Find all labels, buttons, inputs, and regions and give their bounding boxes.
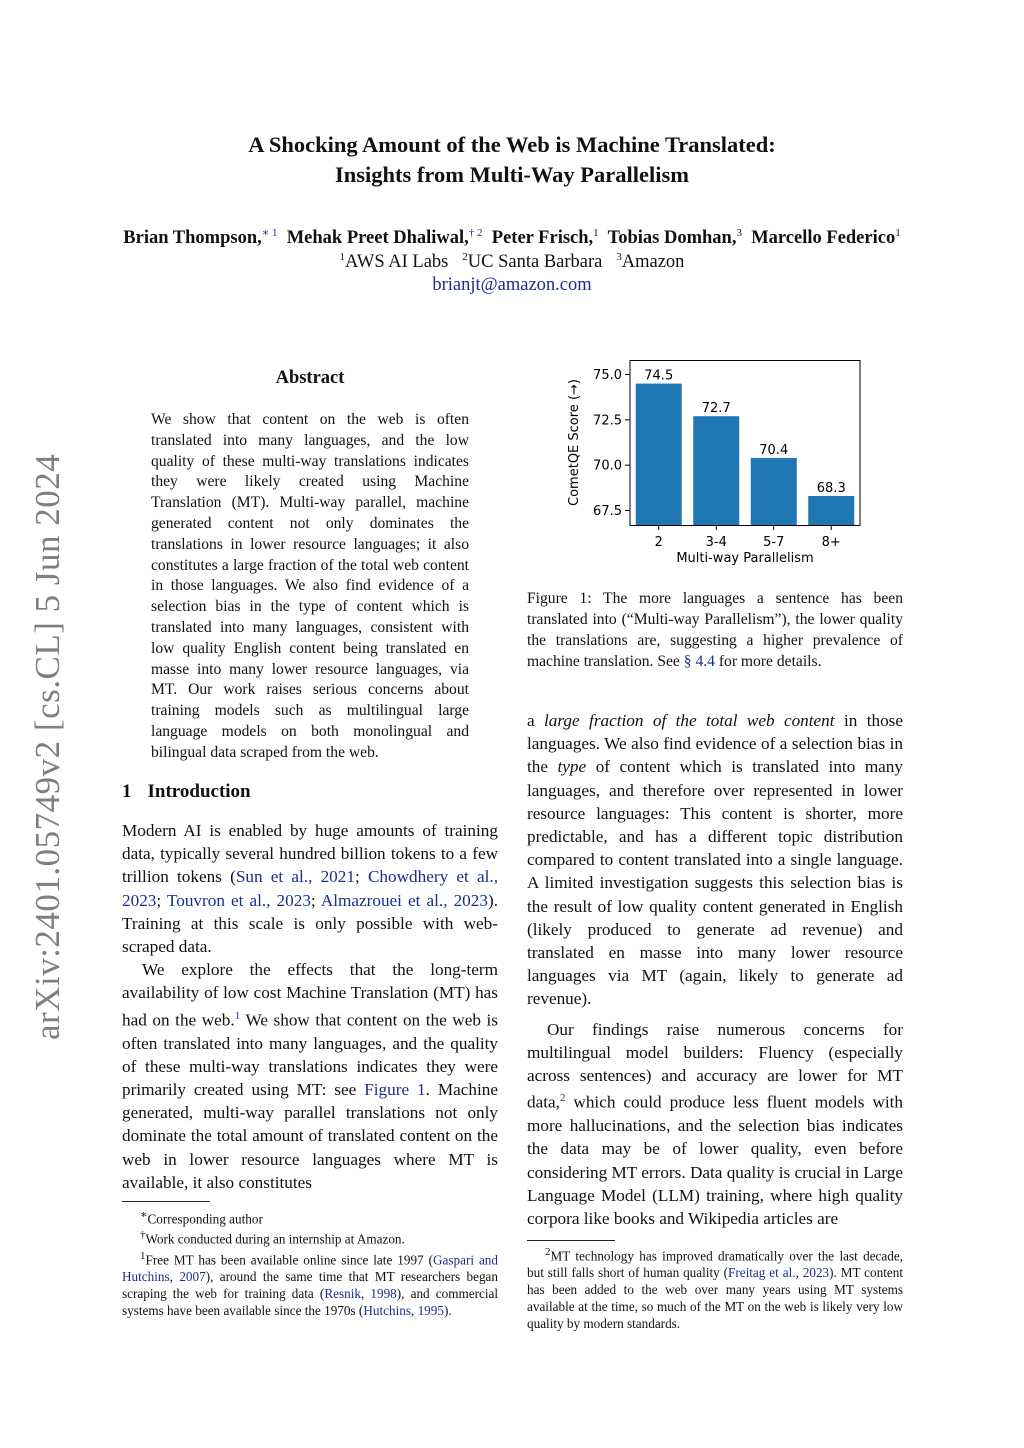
x-axis-label: Multi-way Parallelism	[676, 551, 814, 566]
footnote-ref[interactable]: 2	[559, 1092, 566, 1105]
data-label: 74.5	[644, 368, 674, 384]
right-column-body	[527, 709, 903, 1230]
x-tick-label: 8+	[821, 535, 841, 550]
x-tick-label: 3-4	[705, 535, 727, 550]
data-label: 70.4	[759, 442, 789, 458]
citation-link[interactable]: Sun et al., 2021	[235, 867, 355, 887]
figure-ref-link[interactable]: Figure 1	[364, 1079, 426, 1099]
paragraph: Our findings raise numerous concerns for multilingual model builders: Fluency (especially across sentences) and accuracy are lower for MT data,$^2$ which could produce less fluent models with more hallucinations, and the selection bias indicates the data may be of lower quality, even before considering MT errors. Data quality is crucial in Large Language Model (LLM) training, where high quality corpora like books and Wikipedia articles are	[527, 1019, 903, 1228]
citation-link[interactable]: 2007	[179, 1269, 206, 1285]
footnote: $^1$Free MT has been available online since late 1997 (Gaspari and Hutchins, 2007), around the same time that MT researchers began scraping the web for training data (Resnik, 1998), and commercial systems have been available since the 1970s (Hutchins, 1995).	[122, 1249, 499, 1319]
left-column-body	[122, 819, 498, 1194]
footnote-rule	[122, 1201, 210, 1202]
bar	[636, 384, 682, 525]
footnotes-right	[527, 1244, 903, 1332]
paragraph: We explore the effects that the long-term availability of low cost Machine Translation (MT) has had on the web.$^1$ We show that content on the web is often translated into many languages, and the quality of these multi-way translations indicates they were primarily created using MT: see Figure 1. Machine generated, multi-way parallel translations not only dominate the total amount of translated content on the web in lower resource languages where MT is available, it also constitutes	[122, 960, 498, 1192]
footnotes-left	[122, 1207, 498, 1319]
citation-link[interactable]: 1995	[417, 1303, 444, 1319]
affiliations: $^1$AWS AI Labs $^2$UC Santa Barbara $^3$Amazon	[339, 251, 685, 273]
citation-link[interactable]: Freitag et al.	[728, 1265, 796, 1281]
bar	[693, 416, 739, 525]
author: Mehak Preet Dhaliwal,$^{\dagger 2}$	[286, 227, 483, 249]
abstract-heading: Abstract	[275, 368, 345, 388]
bar	[751, 458, 797, 525]
footnote: $^2$MT technology has improved dramatically over the last decade, but still falls short of human quality (Freitag et al., 2023). MT content has been added to the web over many years using MT systems available at the time, so much of the MT on the web is likely very low quality by modern standards.	[527, 1246, 903, 1332]
y-tick-label: 67.5	[593, 503, 622, 519]
author: Tobias Domhan,$^3$	[607, 227, 742, 249]
data-label: 68.3	[816, 480, 846, 496]
citation-link[interactable]: Resnik	[324, 1286, 361, 1302]
y-tick-label: 75.0	[593, 368, 622, 384]
citation-link[interactable]: 2023	[802, 1265, 830, 1281]
author: Marcello Federico$^1$	[751, 227, 901, 249]
footnote: ∗Corresponding author	[140, 1209, 263, 1227]
title-line-1: A Shocking Amount of the Web is Machine Translated:	[248, 132, 776, 157]
citation-link[interactable]: Gaspari and Hutchins	[122, 1252, 498, 1285]
abstract-body: We show that content on the web is often translated into many languages, and the low quality of these multi-way translations indicates they were likely created using Machine Translation (MT). Multi-way parallel, machine generated content not only dominates the translations in lower resource languages; it also constitutes a large fraction of the total web content in those languages. We also find evidence of a selection bias in the type of content which is translated into many languages, consistent with low quality English content being translated en masse into many lower resource languages, via MT. Our work raises serious concerns about training models such as multilingual large language models on both monolingual and bilingual data scraped from the web.	[151, 411, 469, 761]
figure-1-chart	[560, 360, 870, 582]
citation-link[interactable]: Chowdhery et al., 2023	[122, 867, 498, 910]
section-ref-link[interactable]: § 4.4	[683, 653, 715, 670]
contact-email[interactable]: brianjt@amazon.com	[432, 275, 592, 295]
y-tick-label: 72.5	[593, 413, 622, 429]
section-heading: 1 Introduction	[122, 781, 251, 802]
citation-link[interactable]: Almazrouei et al., 2023	[320, 890, 488, 910]
bar	[808, 496, 854, 525]
citation-link[interactable]: Touvron et al., 2023	[166, 890, 311, 910]
y-tick-label: 70.0	[593, 458, 622, 474]
footnote: †Work conducted during an internship at Amazon.	[140, 1229, 405, 1247]
author-list	[0, 226, 1024, 249]
title-line-2: Insights from Multi-Way Parallelism	[335, 162, 689, 187]
paragraph: Modern AI is enabled by huge amounts of training data, typically several hundred billion tokens to a few trillion tokens (Sun et al., 2021; Chowdhery et al., 2023; Touvron et al., 2023; Almazrouei et al., 2023). Training at this scale is only possible with web-scraped data.	[122, 821, 498, 957]
footnote-rule	[527, 1240, 615, 1241]
author: Peter Frisch,$^1$	[491, 227, 599, 249]
y-axis-label: CometQE Score (→)	[567, 379, 582, 506]
data-label: 72.7	[701, 401, 731, 417]
x-tick-label: 2	[654, 535, 663, 550]
figure-caption: Figure 1: The more languages a sentence has been translated into (“Multi-way Parallelism”), the lower quality the translations are, suggesting a higher prevalence of machine translation. See § 4.4 for more details.	[527, 590, 903, 670]
arxiv-identifier: arXiv:2401.05749v2 [cs.CL] 5 Jun 2024	[28, 453, 67, 1040]
citation-link[interactable]: 1998	[370, 1286, 397, 1302]
bar-chart-svg	[560, 360, 870, 582]
x-tick-label: 5-7	[763, 535, 785, 550]
citation-link[interactable]: Hutchins	[363, 1303, 411, 1319]
footnote-ref[interactable]: 1	[234, 1009, 241, 1022]
author: Brian Thompson,$^{∗ 1}$	[123, 227, 278, 249]
paragraph: a large fraction of the total web content in those languages. We also find evidence of a selection bias in the type of content which is translated into many languages, and therefore over represented in lower resource languages: This content is shorter, more predictable, and has a different topic distribution compared to content translated into a single language. A limited investigation suggests this selection bias is the result of low quality content generated in English (likely produced to generate ad revenue) and translated en masse into many lower resource languages via MT (again, likely to generate ad revenue).	[527, 711, 903, 1009]
paper-title	[0, 130, 1024, 190]
